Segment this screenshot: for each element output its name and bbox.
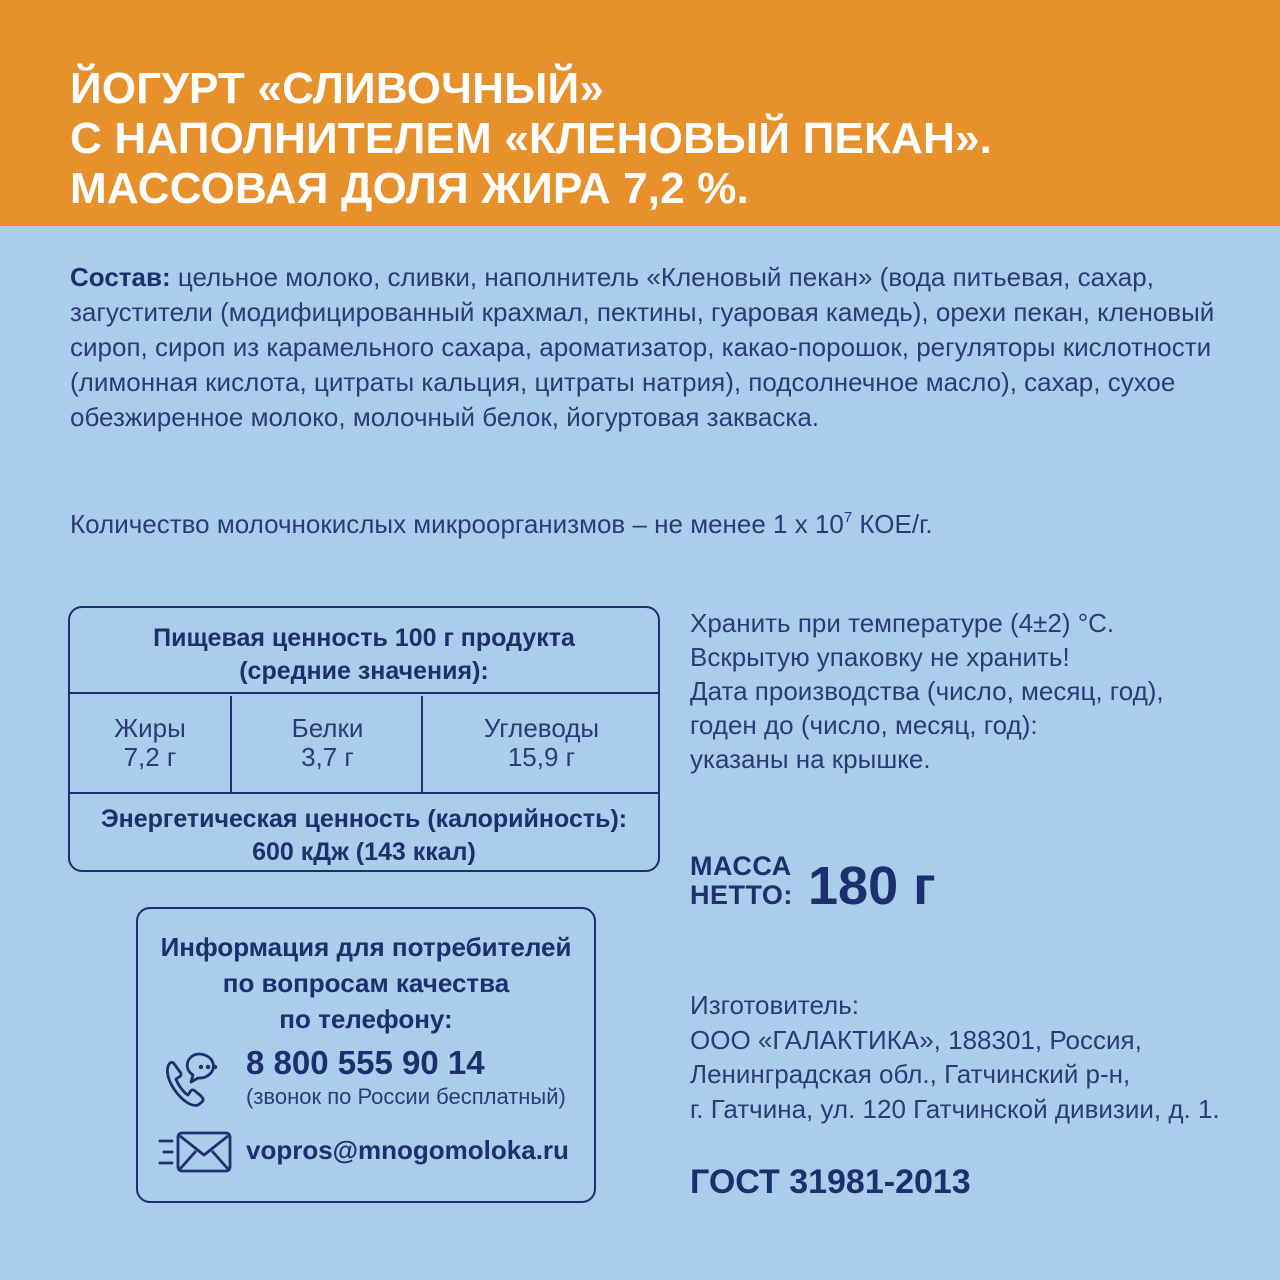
- storage-info: [690, 606, 1250, 776]
- nutrition-cell-carbs: [425, 696, 658, 792]
- nutrition-header-line1: Пищевая ценность 100 г продукта: [153, 624, 575, 652]
- mass-label-line2: НЕТТО:: [690, 880, 793, 910]
- fat-value: 7,2 г: [123, 742, 177, 772]
- energy-value: 600 кДж (143 ккал): [252, 838, 476, 866]
- composition-label: Состав:: [70, 262, 171, 292]
- nutrition-header-line2: (средние значения):: [239, 657, 489, 685]
- header-banner: [0, 0, 1280, 226]
- fat-label: Жиры: [114, 713, 186, 743]
- email-link[interactable]: vopros@mnogomoloka.ru: [246, 1135, 569, 1165]
- nutrition-cell-fat: [70, 696, 232, 792]
- storage-line-4: годен до (число, месяц, год):: [690, 710, 1038, 740]
- product-title: [70, 64, 992, 214]
- carbs-value: 15,9 г: [507, 742, 576, 772]
- maker-line-3: Ленинградская обл., Гатчинский р-н,: [690, 1059, 1131, 1089]
- carbs-label: Углеводы: [483, 713, 600, 743]
- nutrition-header: [70, 608, 658, 694]
- phone-chat-icon: [160, 1049, 224, 1111]
- composition-body: цельное молоко, сливки, наполнитель «Кленовый пекан» (вода питьевая, сахар, загустители (модифицированный крахмал, пектины, гуаровая камедь), орехи пекан, кленовый сироп, сироп из карамельного сахара, ароматизатор, какао-порошок, регуляторы кислотности (лимонная кислота, цитраты кальция, цитраты натрия), подсолнечное масло), сахар, сухое обезжиренное молоко, молочный белок, йогуртовая закваска.: [70, 262, 1215, 432]
- protein-label: Белки: [291, 713, 364, 743]
- energy-value-row: [70, 794, 658, 870]
- title-line-3: МАССОВАЯ ДОЛЯ ЖИРА 7,2 %.: [70, 164, 750, 213]
- net-mass-value: 180 г: [808, 856, 936, 916]
- microbes-before: Количество молочнокислых микроорганизмов – не менее 1 х 10: [70, 509, 844, 539]
- storage-line-5: указаны на крышке.: [690, 744, 931, 774]
- gost-standard: ГОСТ 31981-2013: [690, 1163, 971, 1201]
- net-mass-label: [690, 852, 793, 910]
- phone-note: (звонок по России бесплатный): [246, 1084, 566, 1109]
- title-line-1: ЙОГУРТ «СЛИВОЧНЫЙ»: [70, 64, 605, 113]
- microbes-after: КОЕ/г.: [852, 509, 933, 539]
- protein-value: 3,7 г: [301, 742, 354, 772]
- energy-label: Энергетическая ценность (калорийность):: [100, 805, 628, 833]
- maker-line-4: г. Гатчина, ул. 120 Гатчинской дивизии, д. 1.: [690, 1093, 1220, 1124]
- nutrition-table: [68, 606, 660, 872]
- manufacturer-info: [690, 988, 1260, 1126]
- storage-line-1: Хранить при температуре (4±2) °С.: [690, 608, 1115, 638]
- storage-line-3: Дата производства (число, месяц, год),: [690, 676, 1164, 706]
- consumer-head-line3: по телефону:: [279, 1004, 453, 1034]
- maker-line-2: ООО «ГАЛАКТИКА», 188301, Россия,: [690, 1024, 1142, 1055]
- consumer-head-line1: Информация для потребителей: [160, 932, 572, 962]
- phone-number[interactable]: 8 800 555 90 14: [246, 1044, 485, 1081]
- storage-line-2: Вскрытую упаковку не хранить!: [690, 642, 1070, 672]
- nutrition-row: [70, 696, 658, 794]
- nutrition-cell-protein: [234, 696, 423, 792]
- title-line-2: С НАПОЛНИТЕЛЕМ «КЛЕНОВЫЙ ПЕКАН».: [70, 114, 993, 163]
- envelope-icon: [158, 1129, 234, 1175]
- microbes-exponent: 7: [843, 509, 853, 526]
- maker-line-1: Изготовитель:: [690, 990, 859, 1020]
- consumer-info-box: [136, 907, 596, 1203]
- consumer-head-line2: по вопросам качества: [222, 968, 510, 998]
- mass-label-line1: МАССА: [690, 851, 792, 881]
- composition-text: [70, 260, 1230, 435]
- microbes-text: [70, 500, 933, 542]
- consumer-info-heading: [138, 929, 594, 1037]
